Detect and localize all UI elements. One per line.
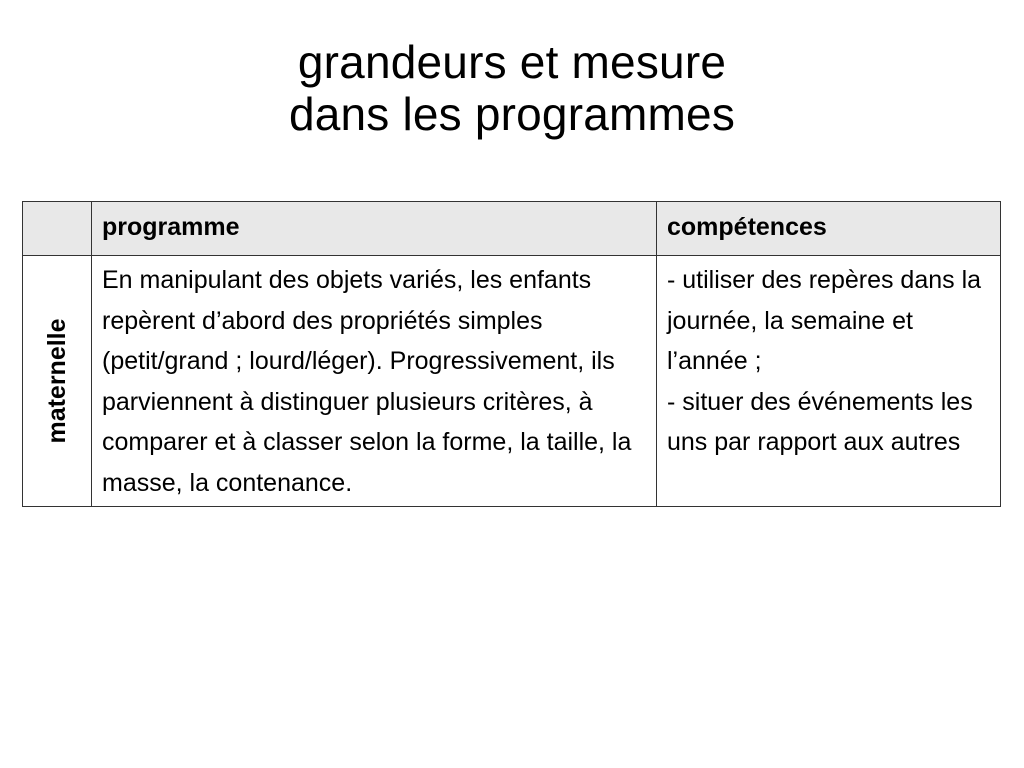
table-header-row [23, 202, 1001, 256]
competences-cell [657, 256, 1001, 507]
header-level [23, 202, 92, 256]
slide-title [0, 36, 1024, 140]
competence-item: - utiliser des repères dans la journée, la semaine et l’année ; [667, 266, 982, 375]
table-row [23, 256, 1001, 507]
programme-cell [92, 256, 657, 507]
header-competences: compétences [657, 202, 1001, 256]
level-cell [23, 256, 92, 507]
title-line-1: grandeurs et mesure [297, 36, 727, 88]
header-programme: programme [92, 202, 657, 256]
title-line-2: dans les programmes [288, 88, 736, 140]
programme-table [22, 201, 1001, 507]
programme-text: En manipulant des objets variés, les enfants repèrent d’abord des propriétés simples (petit/grand ; lourd/léger). Progressivement, ils parviennent à distinguer plusieurs critères, à comparer et à classer selon la forme, la taille, la masse, la contenance. [102, 266, 632, 497]
level-label: maternelle [43, 318, 71, 444]
competence-item: - situer des événements les uns par rapport aux autres [667, 387, 973, 456]
programme-table-container [22, 201, 1000, 507]
